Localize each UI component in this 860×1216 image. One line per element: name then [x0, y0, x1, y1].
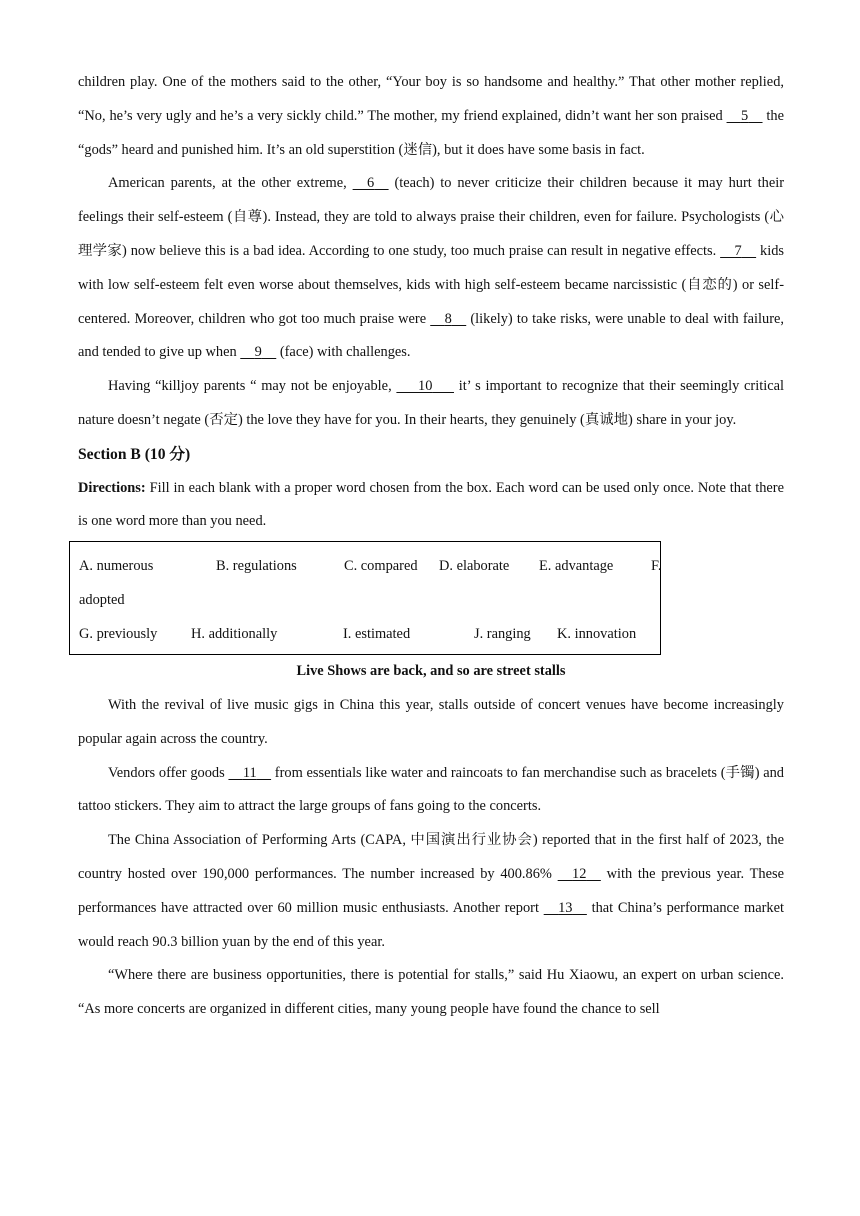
blank-6[interactable]: 6: [367, 175, 375, 192]
passage-title: Live Shows are back, and so are street stalls: [296, 663, 566, 680]
paragraph-a2: American parents, at the other extreme, 6 (teach) to never criticize their children because it may hurt their feelings their self-esteem (自尊). Instead, they are told to always praise their children, even for failure. Psychologists (心理学家) now believe this is a bad idea. According to one study, too much praise can result in negative effects. 7 kids with low self-esteem felt even worse about themselves, kids with high self-esteem became narcissistic (自恋的) or self-centered. Moreover, children who got too much praise were 8 (likely) to take risks, were unable to deal with failure, and tended to give up when 9 (face) with challenges.: [78, 175, 784, 361]
directions: Directions: Fill in each blank with a proper word chosen from the box. Each word can be used only once. Note that there is one word more than you need.: [78, 479, 784, 530]
paragraph-a3: Having “killjoy parents “ may not be enjoyable, 10 it’ s important to recognize that their seemingly critical nature doesn’t negate (否定) the love they have for you. In their hearts, they genuinely (真诚地) share in your joy.: [78, 378, 784, 428]
option-i: I. estimated: [343, 626, 411, 643]
blank-5[interactable]: 5: [740, 107, 749, 124]
option-a: A. numerous: [79, 558, 154, 575]
blank-13[interactable]: 13: [558, 899, 573, 916]
option-g: G. previously: [79, 626, 158, 643]
option-d: D. elaborate: [439, 558, 510, 575]
paragraph-b2: Vendors offer goods 11 from essentials like water and raincoats to fan merchandise such as bracelets (手镯) and tattoo stickers. They aim to attract the large groups of fans going to the concerts.: [78, 764, 784, 815]
option-h: H. additionally: [191, 626, 278, 643]
option-k: K. innovation: [557, 626, 637, 643]
blank-10[interactable]: 10: [418, 378, 433, 395]
paragraph-a1: children play. One of the mothers said to the other, “Your boy is so handsome and healthy.” That other mother replied, “No, he’s very ugly and he’s a very sickly child.” The mother, my friend explained, didn’t want her son praised 5 the “gods” heard and punished him. It’s an old superstition (迷信), but it does have some basis in fact.: [78, 74, 784, 158]
blank-8[interactable]: 8: [444, 310, 452, 327]
blank-12[interactable]: 12: [572, 865, 587, 882]
paragraph-b4: “Where there are business opportunities, there is potential for stalls,” said Hu Xiaowu, an expert on urban science. “As more concerts are organized in different cities, many young people have found the chance to sell: [78, 967, 784, 1018]
paragraph-b1: With the revival of live music gigs in China this year, stalls outside of concert venues have become increasingly popular again across the country.: [78, 696, 784, 747]
blank-9[interactable]: 9: [254, 344, 262, 361]
section-b-heading: Section B (10 分): [78, 445, 191, 463]
option-f-letter: F.: [651, 558, 662, 575]
word-box: [69, 541, 661, 655]
blank-7[interactable]: 7: [734, 242, 742, 259]
blank-11[interactable]: 11: [242, 764, 257, 781]
option-c: C. compared: [344, 558, 418, 575]
directions-label: Directions:: [78, 479, 146, 496]
document-page: [78, 66, 784, 1027]
option-b: B. regulations: [216, 558, 297, 575]
option-e: E. advantage: [539, 558, 614, 575]
option-f-word: adopted: [79, 592, 125, 609]
option-j: J. ranging: [474, 626, 531, 643]
paragraph-b3: The China Association of Performing Arts (CAPA, 中国演出行业协会) reported that in the first half of 2023, the country hosted over 190,000 performances. The number increased by 400.86% 12 with the previous year. These performances have attracted over 60 million music enthusiasts. Another report 13 that China’s performance market would reach 90.3 billion yuan by the end of this year.: [78, 832, 784, 950]
